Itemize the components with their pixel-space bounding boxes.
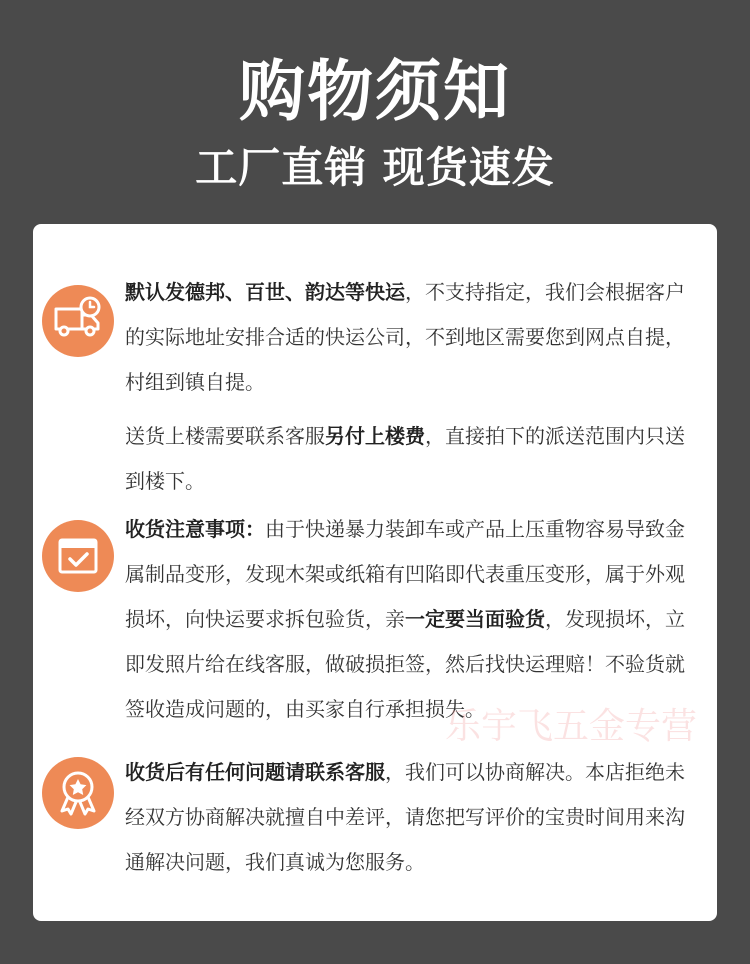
upstairs-fee: 另付上楼费 (325, 424, 425, 448)
receipt-heading: 收货注意事项： (125, 517, 265, 541)
receipt-detail: 由于快递暴力装卸车或产品上压重物容易导致金属制品变形，发现木架或纸箱有凹陷即代表重压变形，属于外观损坏，向快运要求拆包验货，亲 (125, 517, 685, 631)
calendar-check-icon (42, 520, 114, 592)
receipt-emphasis: 一定要当面验货 (405, 607, 545, 631)
receipt-notice (125, 507, 697, 732)
shipping-carriers: 默认发德邦、百世、韵达等快运 (125, 280, 405, 304)
notice-card (33, 224, 717, 921)
upstairs-detail: ，直接拍下的派送范围内只送到楼下。 (125, 424, 685, 493)
service-notice (125, 750, 697, 885)
receipt-detail-2: ，发现损坏，立即发照片给在线客服，做破损拒签，然后找快运理赔！不验货就签收造成问题的，由买家自行承担损失。 (125, 607, 685, 721)
page-subtitle: 工厂直销 现货速发 (195, 143, 555, 192)
service-detail: ，我们可以协商解决。本店拒绝未经双方协商解决就擅自中差评，请您把写评价的宝贵时间用来沟通解决问题，我们真诚为您服务。 (125, 760, 685, 874)
service-heading: 收货后有任何问题请联系客服 (125, 760, 385, 784)
delivery-truck-icon (42, 285, 114, 357)
upstairs-pre: 送货上楼需要联系客服 (125, 424, 325, 448)
page-title: 购物须知 (239, 53, 511, 130)
shipping-detail: ，不支持指定，我们会根据客户的实际地址安排合适的快运公司，不到地区需要您到网点自提，村组到镇自提。 (125, 280, 685, 394)
star-award-icon (42, 757, 114, 829)
shipping-notice (125, 270, 697, 405)
upstairs-notice (125, 414, 697, 504)
watermark: 乐宇飞五金专营 (445, 706, 698, 747)
